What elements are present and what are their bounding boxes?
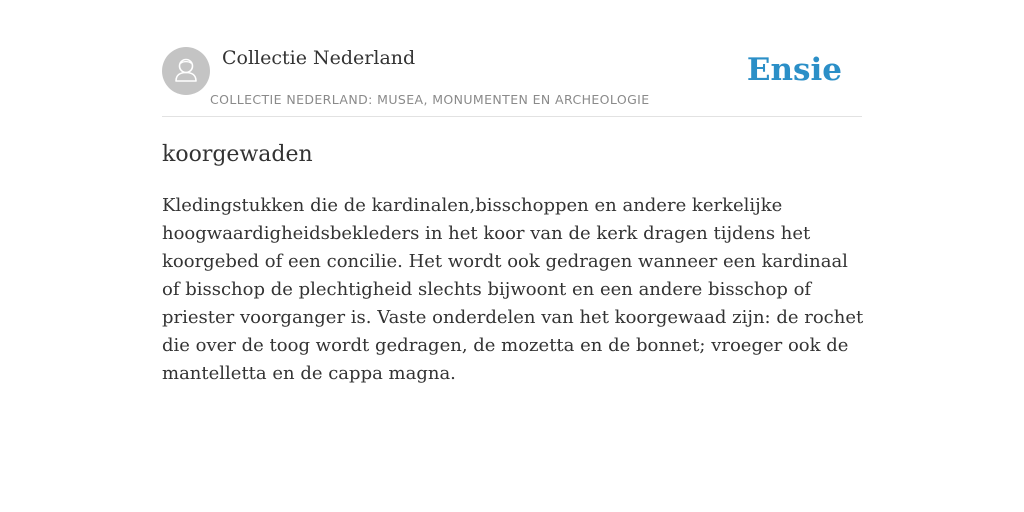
avatar[interactable] (162, 47, 210, 95)
entry-term: koorgewaden (162, 142, 313, 167)
author-name[interactable]: Collectie Nederland (222, 47, 416, 69)
author-source[interactable]: COLLECTIE NEDERLAND: MUSEA, MONUMENTEN EN ARCHEOLOGIE (210, 92, 650, 107)
entry-header (162, 46, 862, 117)
entry-definition: Kledingstukken die de kardinalen,bisschoppen en andere kerkelijke hoogwaardigheidsbekleders in het koor van de kerk dragen tijdens het koorgebed of een concilie. Het wordt ook gedragen wanneer een kardinaal of bisschop de plechtigheid slechts bijwoont en een andere bisschop of priester voorganger is. Vaste onderdelen van het koorgewaad zijn: de rochet die over de toog wordt gedragen, de mozetta en de bonnet; vroeger ook de mantelletta en de cappa magna. (162, 195, 864, 384)
ensie-logo[interactable]: Ensie (746, 52, 842, 88)
user-silhouette-icon (162, 47, 210, 95)
